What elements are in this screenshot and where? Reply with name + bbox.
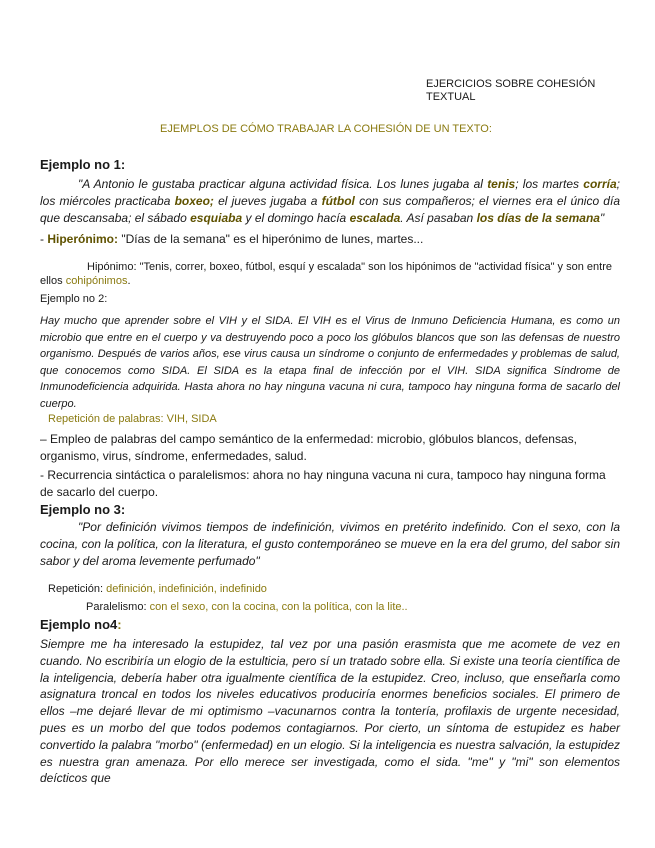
hyponym-label: Hipónimo: <box>87 261 140 273</box>
ex1-kw-esquiaba: esquiaba <box>190 211 243 225</box>
ex2-repetition: Repetición de palabras: VIH, SIDA <box>48 413 217 425</box>
ex4-heading <box>40 617 122 632</box>
ex4-heading-colon: : <box>117 617 122 632</box>
ex1-text-8: " <box>599 211 605 225</box>
ex1-kw-escalada: escalada <box>349 211 401 225</box>
ex2-heading: Ejemplo no 2: <box>40 293 108 305</box>
hyperonym-text: "Días de la semana" es el hiperónimo de lunes, martes... <box>118 232 424 246</box>
ex1-hyperonym <box>40 232 423 246</box>
ex3-heading: Ejemplo no 3: <box>40 502 126 517</box>
title-line-1: EJERCICIOS SOBRE COHESIÓN <box>426 78 596 90</box>
ex4-heading-text: Ejemplo no4 <box>40 617 118 632</box>
ex1-text-7: . Así pasaban <box>400 211 477 225</box>
hyponym-end: . <box>127 275 131 287</box>
ex1-text-5: con sus compañeros; el viernes era el único día que descansaba; el sábado <box>40 194 620 225</box>
title-line-2: TEXTUAL <box>426 91 476 103</box>
hyponym-quote-2: "actividad física" <box>474 261 555 273</box>
hyponym-quote-1: "Tenis, correr, boxeo, fútbol, esquí y escalada" <box>139 261 366 273</box>
ex4-paragraph: Siempre me ha interesado la estupidez, tal vez por una pasión erasmista que me acomete de vez en cuando. No escribiría un elogio de la estulticia, pero sí un tratado sobre ella. Si existe una teoría científica de la inteligencia, debería haber otra igualmente científica de la estupidez. Creo, incluso, que enseñarla como asignatura troncal en todos los niveles educativos produciría enormes beneficios sociales. El primero de ellos –me dejaré llevar de mi optimismo –vacunarnos contra la tontería, profilaxis de urgente necesidad, pues es un morbo del que todos podemos contagiarnos. Por cierto, un síntoma de estupidez es haber convertido la palabra "morbo" (enfermedad) en un elogio. Si la inteligencia es nuestra salvación, la estupidez es nuestra gran amenaza. Por ello merece ser investigada, como el sida. "me" y "mi" son elementos deícticos que <box>40 637 620 786</box>
ex1-kw-tenis: tenis <box>487 177 516 191</box>
ex1-text-3: ; los miércoles practicaba <box>40 177 620 208</box>
ex3-rep-label: Repetición: <box>48 583 107 595</box>
hyponym-tail: y son entre ellos <box>40 261 612 287</box>
ex1-kw-boxeo: boxeo; <box>174 194 214 208</box>
hyponym-word: cohipónimos <box>65 275 128 287</box>
ex1-text-6: y el domingo hacía <box>242 211 350 225</box>
ex2-semantic-field <box>40 431 620 465</box>
ex3-par-words: con el sexo, con la cocina, con la política, con la lite.. <box>149 601 408 613</box>
ex1-kw-dias-semana: los días de la semana <box>476 211 600 225</box>
ex3-repetition <box>48 583 267 595</box>
hyponym-mid: son los hipónimos de <box>365 261 475 273</box>
ex3-paragraph: "Por definición vivimos tiempos de indefinición, vivimos en pretérito indefinido. Con el sexo, con la cocina, con la política, con la literatura, el gusto contemporáneo se mueve en la era del grumo, del sabor sin sabor y del aroma levemente perfumado" <box>40 520 620 568</box>
ex1-kw-futbol: fútbol <box>321 194 355 208</box>
ex3-rep-words: definición, indefinición, indefinido <box>106 583 267 595</box>
ex2-field-text: Empleo de palabras del campo semántico de la enfermedad: microbio, glóbulos blancos, defensas, organismo, virus, síndrome, enfermedades, salud. <box>40 432 577 463</box>
ex3-par-label: Paralelismo: <box>86 601 150 613</box>
document-subtitle: EJEMPLOS DE CÓMO TRABAJAR LA COHESIÓN DE UN TEXTO: <box>160 123 492 135</box>
ex2-recurrence: - Recurrencia sintáctica o paralelismos: ahora no hay ninguna vacuna ni cura, tampoco hay ninguna forma de sacarlo del cuerpo. <box>40 468 606 499</box>
ex1-kw-corria: corría <box>583 177 617 191</box>
ex3-parallelism <box>86 601 408 613</box>
ex2-paragraph: Hay mucho que aprender sobre el VIH y el SIDA. El VIH es el Virus de Inmuno Deficiencia Humana, es como un microbio que entre en el cuerpo y va destruyendo poco a poco los glóbulos blancos que son las defensas de nuestro organismo. Después de varios años, ese virus causa un síndrome o conjunto de enfermedades y problemas de salud, que conocemos como SIDA. El SIDA es la etapa final de infección por el VIH. SIDA significa Síndrome de Inmunodeficiencia adquirida. Hasta ahora no hay ninguna vacuna ni cura, tampoco hay ninguna forma de sacarlo del cuerpo. <box>40 315 620 410</box>
hyperonym-label: Hiperónimo: <box>47 232 119 246</box>
ex1-text-2: ; los martes <box>515 177 584 191</box>
hyperonym-dash: - <box>40 232 48 246</box>
ex1-text-4: el jueves jugaba a <box>213 194 322 208</box>
document-title <box>426 78 595 104</box>
ex1-hyponym <box>40 260 620 288</box>
ex1-paragraph <box>40 176 620 227</box>
ex1-heading: Ejemplo no 1: <box>40 157 126 172</box>
ex2-field-dash: – <box>40 432 51 446</box>
ex1-text-1: "A Antonio le gustaba practicar alguna actividad física. Los lunes jugaba al <box>78 177 488 191</box>
